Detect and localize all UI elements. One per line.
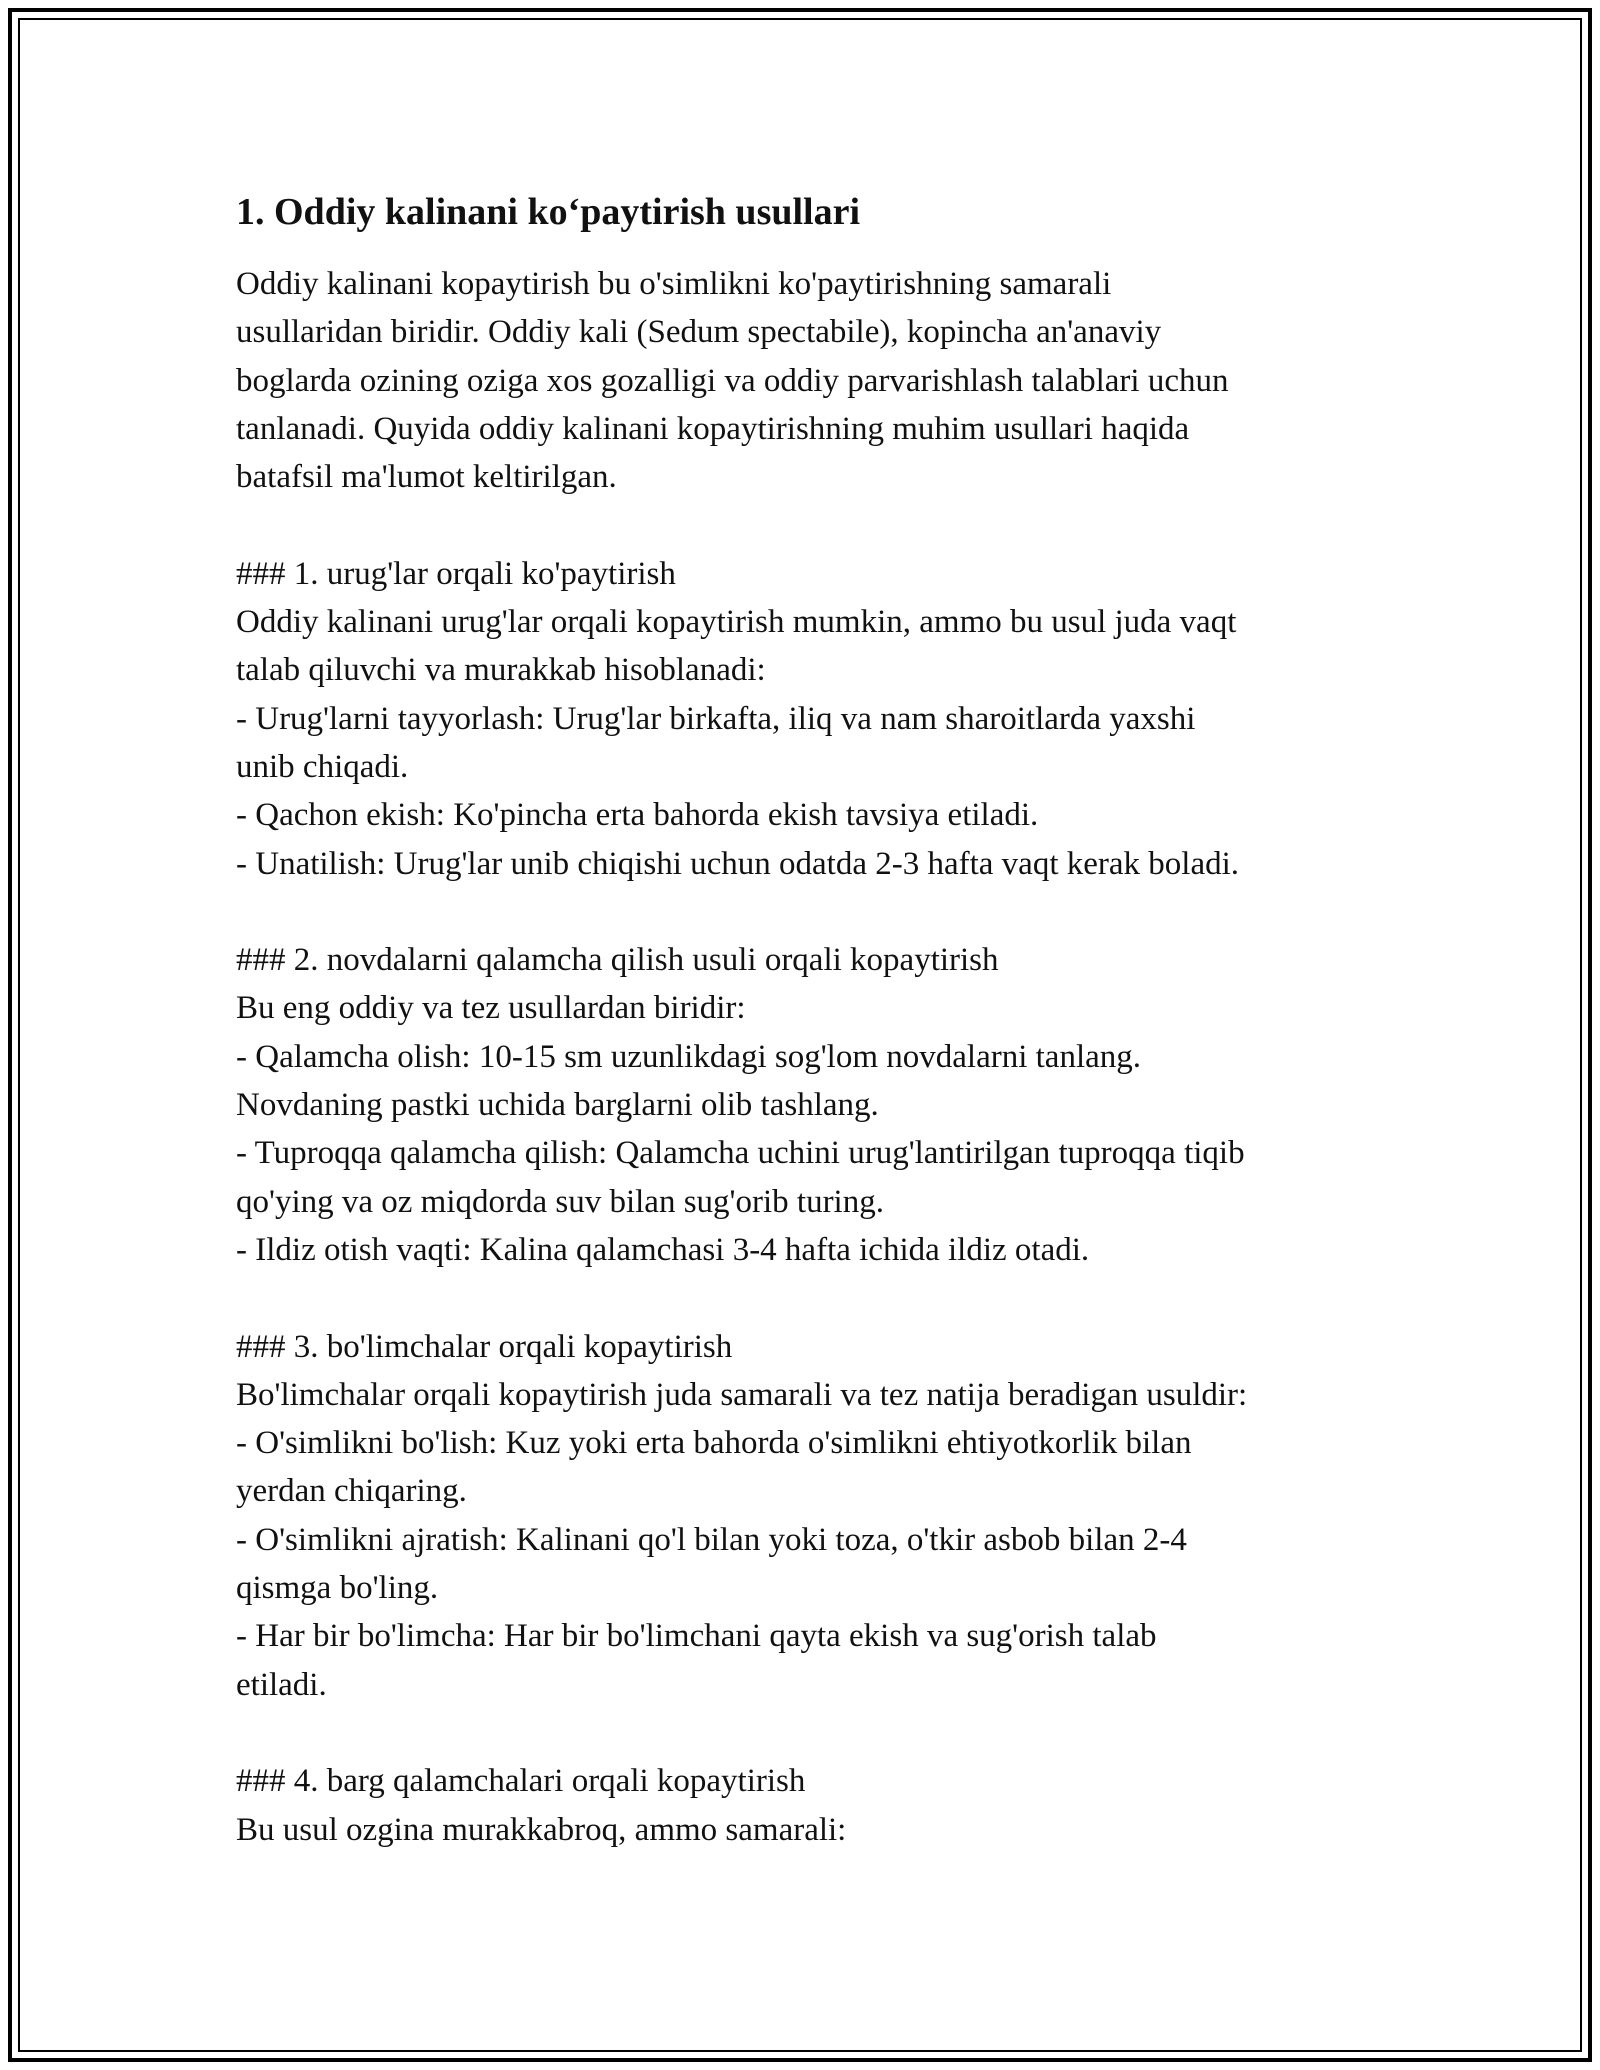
section-heading: ### 2. novdalarni qalamcha qilish usuli orqali kopaytirish	[236, 942, 999, 979]
section-leaf-cuttings	[236, 1757, 1386, 1854]
paragraph-spacer	[236, 888, 1386, 936]
section-line: - Unatilish: Urug'lar unib chiqishi uchun odatda 2-3 hafta vaqt kerak boladi.	[236, 845, 1240, 882]
section-line: qo'ying va oz miqdorda suv bilan sug'orib turing.	[236, 1183, 884, 1220]
section-line: - Urug'larni tayyorlash: Urug'lar birkafta, iliq va nam sharoitlarda yaxshi	[236, 700, 1196, 737]
section-line: qismga bo'ling.	[236, 1570, 439, 1607]
section-line: etiladi.	[236, 1666, 327, 1703]
section-line: yerdan chiqaring.	[236, 1473, 467, 1510]
section-line: - Qachon ekish: Ko'pincha erta bahorda ekish tavsiya etiladi.	[236, 797, 1039, 834]
section-heading: ### 3. bo'limchalar orqali kopaytirish	[236, 1328, 733, 1365]
intro-line: tanlanadi. Quyida oddiy kalinani kopaytirishning muhim usullari haqida	[236, 410, 1190, 447]
section-cuttings	[236, 936, 1386, 1274]
section-line: Bu eng oddiy va tez usullardan biridir:	[236, 990, 746, 1027]
section-line: - Har bir bo'limcha: Har bir bo'limchani qayta ekish va sug'orish talab	[236, 1618, 1157, 1655]
section-line: talab qiluvchi va murakkab hisoblanadi:	[236, 652, 766, 689]
section-division	[236, 1323, 1386, 1709]
paragraph-spacer	[236, 1709, 1386, 1757]
intro-line: boglarda ozining oziga xos gozalligi va oddiy parvarishlash talablari uchun	[236, 362, 1229, 399]
section-line: Novdaning pastki uchida barglarni olib tashlang.	[236, 1087, 879, 1124]
section-heading: ### 1. urug'lar orqali ko'paytirish	[236, 555, 676, 592]
section-heading: ### 4. barg qalamchalari orqali kopaytirish	[236, 1763, 806, 1800]
page-title: 1. Oddiy kalinani ko‘paytirish usullari	[236, 191, 861, 233]
section-line: - O'simlikni bo'lish: Kuz yoki erta bahorda o'simlikni ehtiyotkorlik bilan	[236, 1425, 1192, 1462]
document-body	[236, 186, 1386, 1854]
intro-paragraph	[236, 260, 1386, 501]
paragraph-spacer	[236, 1274, 1386, 1322]
section-line: Oddiy kalinani urug'lar orqali kopaytirish mumkin, ammo bu usul juda vaqt	[236, 604, 1237, 641]
section-seeds	[236, 550, 1386, 888]
section-line: Bu usul ozgina murakkabroq, ammo samarali:	[236, 1811, 847, 1848]
section-line: - Ildiz otish vaqti: Kalina qalamchasi 3-4 hafta ichida ildiz otadi.	[236, 1231, 1090, 1268]
paragraph-spacer	[236, 501, 1386, 549]
section-line: - O'simlikni ajratish: Kalinani qo'l bilan yoki toza, o'tkir asbob bilan 2-4	[236, 1521, 1187, 1558]
intro-line: usullaridan biridir. Oddiy kali (Sedum spectabile), kopincha an'anaviy	[236, 314, 1162, 351]
intro-line: Oddiy kalinani kopaytirish bu o'simlikni ko'paytirishning samarali	[236, 266, 1112, 302]
section-line: - Tuproqqa qalamcha qilish: Qalamcha uchini urug'lantirilgan tuproqqa tiqib	[236, 1135, 1245, 1172]
section-line: unib chiqadi.	[236, 748, 409, 785]
intro-line: batafsil ma'lumot keltirilgan.	[236, 459, 617, 496]
section-line: - Qalamcha olish: 10-15 sm uzunlikdagi sog'lom novdalarni tanlang.	[236, 1038, 1142, 1075]
section-line: Bo'limchalar orqali kopaytirish juda samarali va tez natija beradigan usuldir:	[236, 1376, 1248, 1413]
